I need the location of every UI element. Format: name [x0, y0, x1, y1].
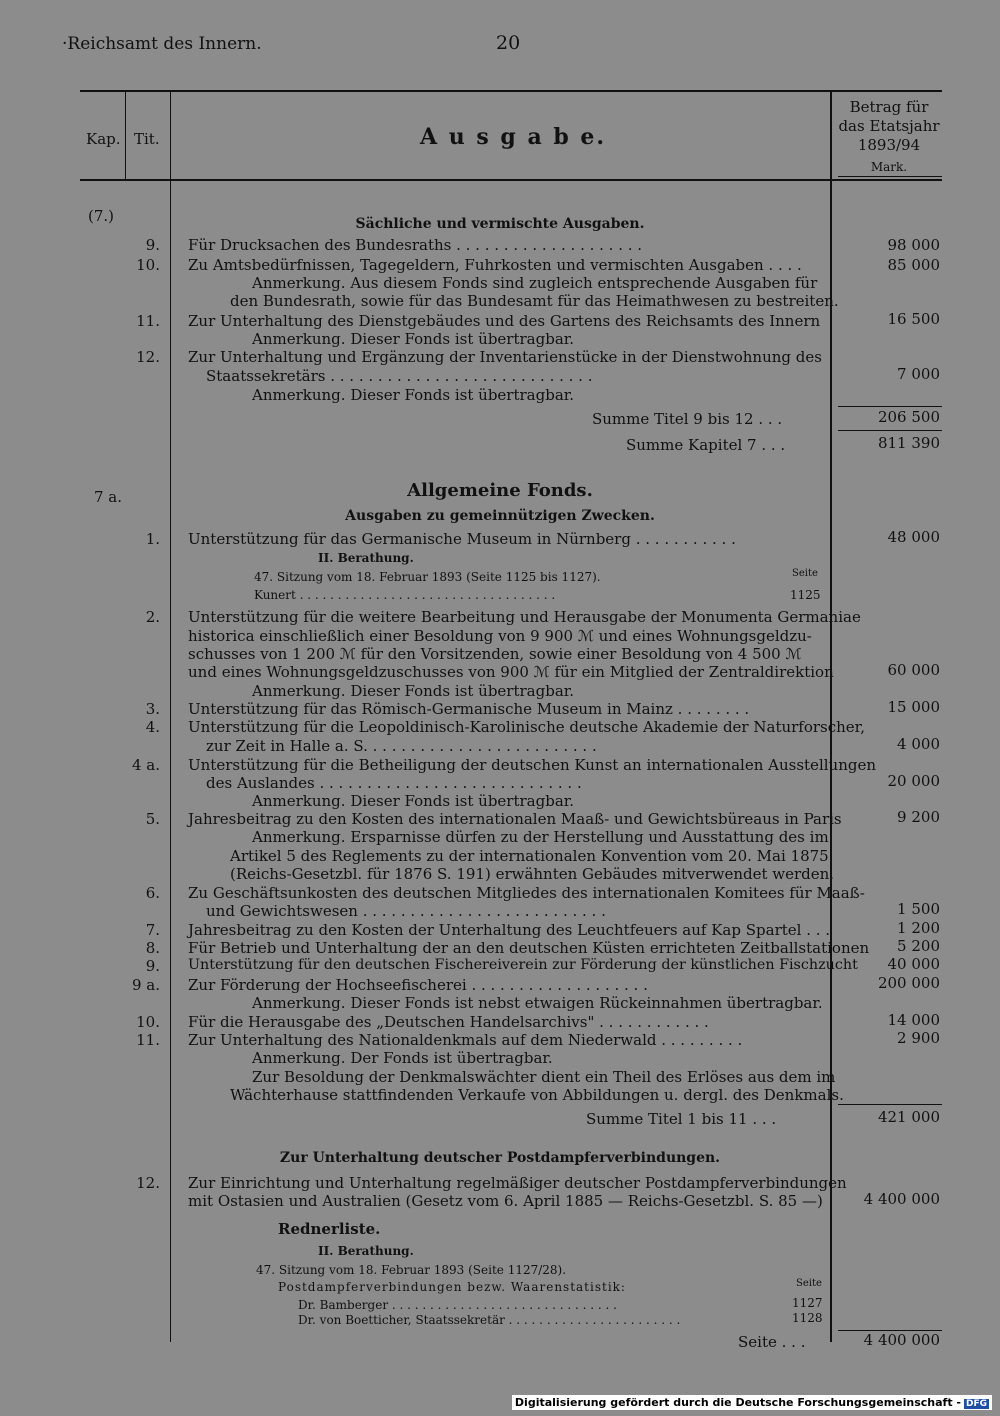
entry-note: Anmerkung. Dieser Fonds ist übertragbar.: [252, 330, 575, 348]
titel-number: 5.: [145, 810, 160, 828]
speaker-entry: Dr. Bamberger . . . . . . . . . . . . . . . . . . . . . . . . . . . . . .: [298, 1298, 617, 1312]
debate-page-header: Seite: [796, 1278, 822, 1289]
entry-note: Wächterhause stattfindenden Verkaufe von Abbildungen u. dergl. des Denkmals.: [230, 1086, 844, 1104]
entry-text: Jahresbeitrag zu den Kosten des internationalen Maaß- und Gewichtsbüreaus in Paris: [188, 810, 842, 828]
entry-text: Zur Förderung der Hochseefischerei . . . . . . . . . . . . . . . . . . .: [188, 976, 648, 994]
entry-note: Artikel 5 des Reglements zu der internationalen Konvention vom 20. Mai 1875: [230, 847, 829, 865]
titel-number: 10.: [136, 1013, 160, 1031]
entry-text: Zur Unterhaltung des Dienstgebäudes und des Gartens des Reichsamts des Innern: [188, 312, 821, 330]
debate-page-header: Seite: [792, 568, 818, 579]
col-header-ausgabe: A u s g a b e.: [420, 124, 607, 150]
entry-amount: 20 000: [887, 772, 940, 790]
titel-number: 1.: [145, 530, 160, 548]
speaker-page: 1125: [790, 588, 821, 602]
titel-number: 4.: [145, 718, 160, 736]
entry-amount: 2 900: [897, 1029, 940, 1047]
entry-amount: 200 000: [877, 974, 940, 992]
entry-text: Zur Einrichtung und Unterhaltung regelmäßiger deutscher Postdampferverbindungen: [188, 1174, 847, 1192]
entry-text: zur Zeit in Halle a. S. . . . . . . . . . . . . . . . . . . . . . . . .: [206, 737, 597, 755]
col-header-tit: Tit.: [134, 130, 160, 148]
col-header-betrag-1: Betrag für: [849, 98, 929, 116]
speaker-page: 1127: [792, 1296, 823, 1310]
entry-text: Unterstützung für den deutschen Fischereiverein zur Förderung der künstlichen Fischzucht: [188, 957, 858, 973]
col-header-betrag-2: das Etatsjahr: [838, 117, 940, 135]
titel-number: 10.: [136, 256, 160, 274]
entry-amount: 14 000: [887, 1011, 940, 1029]
section-title: Sächliche und vermischte Ausgaben.: [355, 216, 645, 232]
entry-text: Staatssekretärs . . . . . . . . . . . . . . . . . . . . . . . . . . . .: [206, 367, 593, 385]
speaker-entry: Kunert . . . . . . . . . . . . . . . . . . . . . . . . . . . . . . . . . .: [254, 588, 556, 602]
entry-note: Anmerkung. Dieser Fonds ist nebst etwaigen Rückeinnahmen übertragbar.: [252, 994, 823, 1012]
kapitel-label: (7.): [88, 207, 115, 225]
debate-topic: Postdampferverbindungen bezw. Waarenstatistik:: [278, 1280, 626, 1294]
page-total-amount: 4 400 000: [863, 1331, 940, 1349]
sum-rule: [838, 1104, 942, 1105]
debate-label: II. Berathung.: [318, 1244, 414, 1258]
titel-number: 4 a.: [131, 756, 160, 774]
entry-text: Zur Unterhaltung und Ergänzung der Inventarienstücke in der Dienstwohnung des: [188, 348, 822, 366]
entry-amount: 98 000: [887, 236, 940, 254]
sum-label: Summe Titel 1 bis 11 . . .: [586, 1110, 777, 1128]
titel-number: 9.: [145, 957, 160, 975]
page-total-label: Seite . . .: [738, 1333, 806, 1351]
entry-amount: 9 200: [897, 808, 940, 826]
entry-text: Für die Herausgabe des „Deutschen Handelsarchivs" . . . . . . . . . . . .: [188, 1013, 709, 1031]
mark-rule: [838, 176, 942, 177]
titel-number: 9.: [145, 236, 160, 254]
col-header-kap: Kap.: [86, 130, 121, 148]
entry-amount: 1 500: [897, 900, 940, 918]
entry-text: und eines Wohnungsgeldzuschusses von 900 ℳ für ein Mitglied der Zentraldirektion: [188, 663, 834, 681]
entry-note: Anmerkung. Der Fonds ist übertragbar.: [252, 1049, 553, 1067]
running-head: ·Reichsamt des Innern.: [62, 34, 262, 54]
entry-text: Unterstützung für die Betheiligung der deutschen Kunst an internationalen Ausstellungen: [188, 756, 876, 774]
sum-rule: [838, 406, 942, 407]
entry-note: Anmerkung. Dieser Fonds ist übertragbar.: [252, 792, 575, 810]
col-header-betrag-3: 1893/94: [857, 136, 921, 154]
entry-text: Unterstützung für das Germanische Museum in Nürnberg . . . . . . . . . . .: [188, 530, 736, 548]
section-title: Zur Unterhaltung deutscher Postdampferverbindungen.: [279, 1150, 721, 1166]
col-rule-tit: [170, 92, 171, 1342]
titel-number: 11.: [136, 312, 160, 330]
footer-credit: [512, 1395, 992, 1410]
speaker-list-title: Rednerliste.: [278, 1220, 381, 1238]
entry-note: Anmerkung. Ersparnisse dürfen zu der Herstellung und Ausstattung des im: [252, 828, 829, 846]
section-subtitle: Ausgaben zu gemeinnützigen Zwecken.: [345, 508, 655, 524]
entry-amount: 1 200: [897, 919, 940, 937]
titel-number: 9 a.: [131, 976, 160, 994]
sum-amount: 421 000: [877, 1108, 940, 1126]
table-top-rule: [80, 90, 942, 92]
entry-text: des Auslandes . . . . . . . . . . . . . . . . . . . . . . . . . . . .: [206, 774, 582, 792]
sum-amount: 206 500: [877, 408, 940, 426]
col-rule-kap: [125, 92, 126, 180]
entry-text: Zu Geschäftsunkosten des deutschen Mitgliedes des internationalen Komitees für Maaß-: [188, 884, 865, 902]
titel-number: 11.: [136, 1031, 160, 1049]
page-number: 20: [496, 32, 521, 54]
titel-number: 2.: [145, 608, 160, 626]
entry-note: Anmerkung. Aus diesem Fonds sind zugleich entsprechende Ausgaben für: [252, 274, 818, 292]
entry-note: den Bundesrath, sowie für das Bundesamt für das Heimathwesen zu bestreiten.: [230, 292, 839, 310]
section-title: Allgemeine Fonds.: [407, 480, 593, 501]
col-header-mark: Mark.: [870, 160, 908, 174]
entry-amount: 7 000: [897, 365, 940, 383]
debate-label: II. Berathung.: [318, 551, 414, 565]
entry-amount: 16 500: [887, 310, 940, 328]
debate-session: 47. Sitzung vom 18. Februar 1893 (Seite 1127/28).: [256, 1263, 567, 1277]
sum-rule: [838, 430, 942, 431]
entry-amount: 4 400 000: [863, 1190, 940, 1208]
entry-text: Unterstützung für die weitere Bearbeitung und Herausgabe der Monumenta Germaniae: [188, 608, 861, 626]
entry-text: Zur Unterhaltung des Nationaldenkmals auf dem Niederwald . . . . . . . . .: [188, 1031, 743, 1049]
entry-note: Anmerkung. Dieser Fonds ist übertragbar.: [252, 386, 575, 404]
entry-text: schusses von 1 200 ℳ für den Vorsitzenden, sowie einer Besoldung von 4 500 ℳ: [188, 645, 802, 663]
entry-text: Für Betrieb und Unterhaltung der an den deutschen Küsten errichteten Zeitballstationen: [188, 939, 870, 957]
entry-amount: 4 000: [897, 735, 940, 753]
entry-text: Jahresbeitrag zu den Kosten der Unterhaltung des Leuchtfeuers auf Kap Spartel . . .: [188, 921, 831, 939]
footer-credit-text: Digitalisierung gefördert durch die Deutsche Forschungsgemeinschaft -: [514, 1396, 961, 1409]
entry-note: Anmerkung. Dieser Fonds ist übertragbar.: [252, 682, 575, 700]
sum-label: Summe Titel 9 bis 12 . . .: [592, 410, 783, 428]
entry-text: Unterstützung für das Römisch-Germanische Museum in Mainz . . . . . . . .: [188, 700, 750, 718]
table-head-rule: [80, 179, 942, 181]
entry-note: Zur Besoldung der Denkmalswächter dient ein Theil des Erlöses aus dem im: [252, 1068, 836, 1086]
speaker-entry: Dr. von Boetticher, Staatssekretär . . . . . . . . . . . . . . . . . . . . . . .: [298, 1313, 681, 1327]
titel-number: 6.: [145, 884, 160, 902]
kapitel-label: 7 a.: [94, 488, 123, 506]
col-rule-text: [830, 92, 832, 1342]
debate-session: 47. Sitzung vom 18. Februar 1893 (Seite 1125 bis 1127).: [254, 570, 601, 584]
entry-amount: 85 000: [887, 256, 940, 274]
titel-number: 7.: [145, 921, 160, 939]
speaker-page: 1128: [792, 1311, 823, 1325]
titel-number: 12.: [136, 1174, 160, 1192]
entry-text: historica einschließlich einer Besoldung von 9 900 ℳ und eines Wohnungsgeldzu-: [188, 627, 812, 645]
sum-label: Summe Kapitel 7 . . .: [626, 436, 786, 454]
entry-text: Zu Amtsbedürfnissen, Tagegeldern, Fuhrkosten und vermischten Ausgaben . . . .: [188, 256, 802, 274]
dfg-logo: DFG: [965, 1399, 987, 1409]
entry-amount: 48 000: [887, 528, 940, 546]
entry-amount: 5 200: [897, 937, 940, 955]
entry-note: (Reichs-Gesetzbl. für 1876 S. 191) erwähnten Gebäudes mitverwendet werden.: [230, 865, 835, 883]
entry-amount: 60 000: [887, 661, 940, 679]
titel-number: 8.: [145, 939, 160, 957]
entry-amount: 40 000: [887, 955, 940, 973]
entry-text: Unterstützung für die Leopoldinisch-Karolinische deutsche Akademie der Naturforscher,: [188, 718, 865, 736]
entry-amount: 15 000: [887, 698, 940, 716]
entry-text: Für Drucksachen des Bundesraths . . . . . . . . . . . . . . . . . . . .: [188, 236, 643, 254]
entry-text: und Gewichtswesen . . . . . . . . . . . . . . . . . . . . . . . . . .: [206, 902, 606, 920]
titel-number: 3.: [145, 700, 160, 718]
entry-text: mit Ostasien und Australien (Gesetz vom 6. April 1885 — Reichs-Gesetzbl. S. 85 —): [188, 1192, 823, 1210]
sum-amount: 811 390: [877, 434, 940, 452]
titel-number: 12.: [136, 348, 160, 366]
